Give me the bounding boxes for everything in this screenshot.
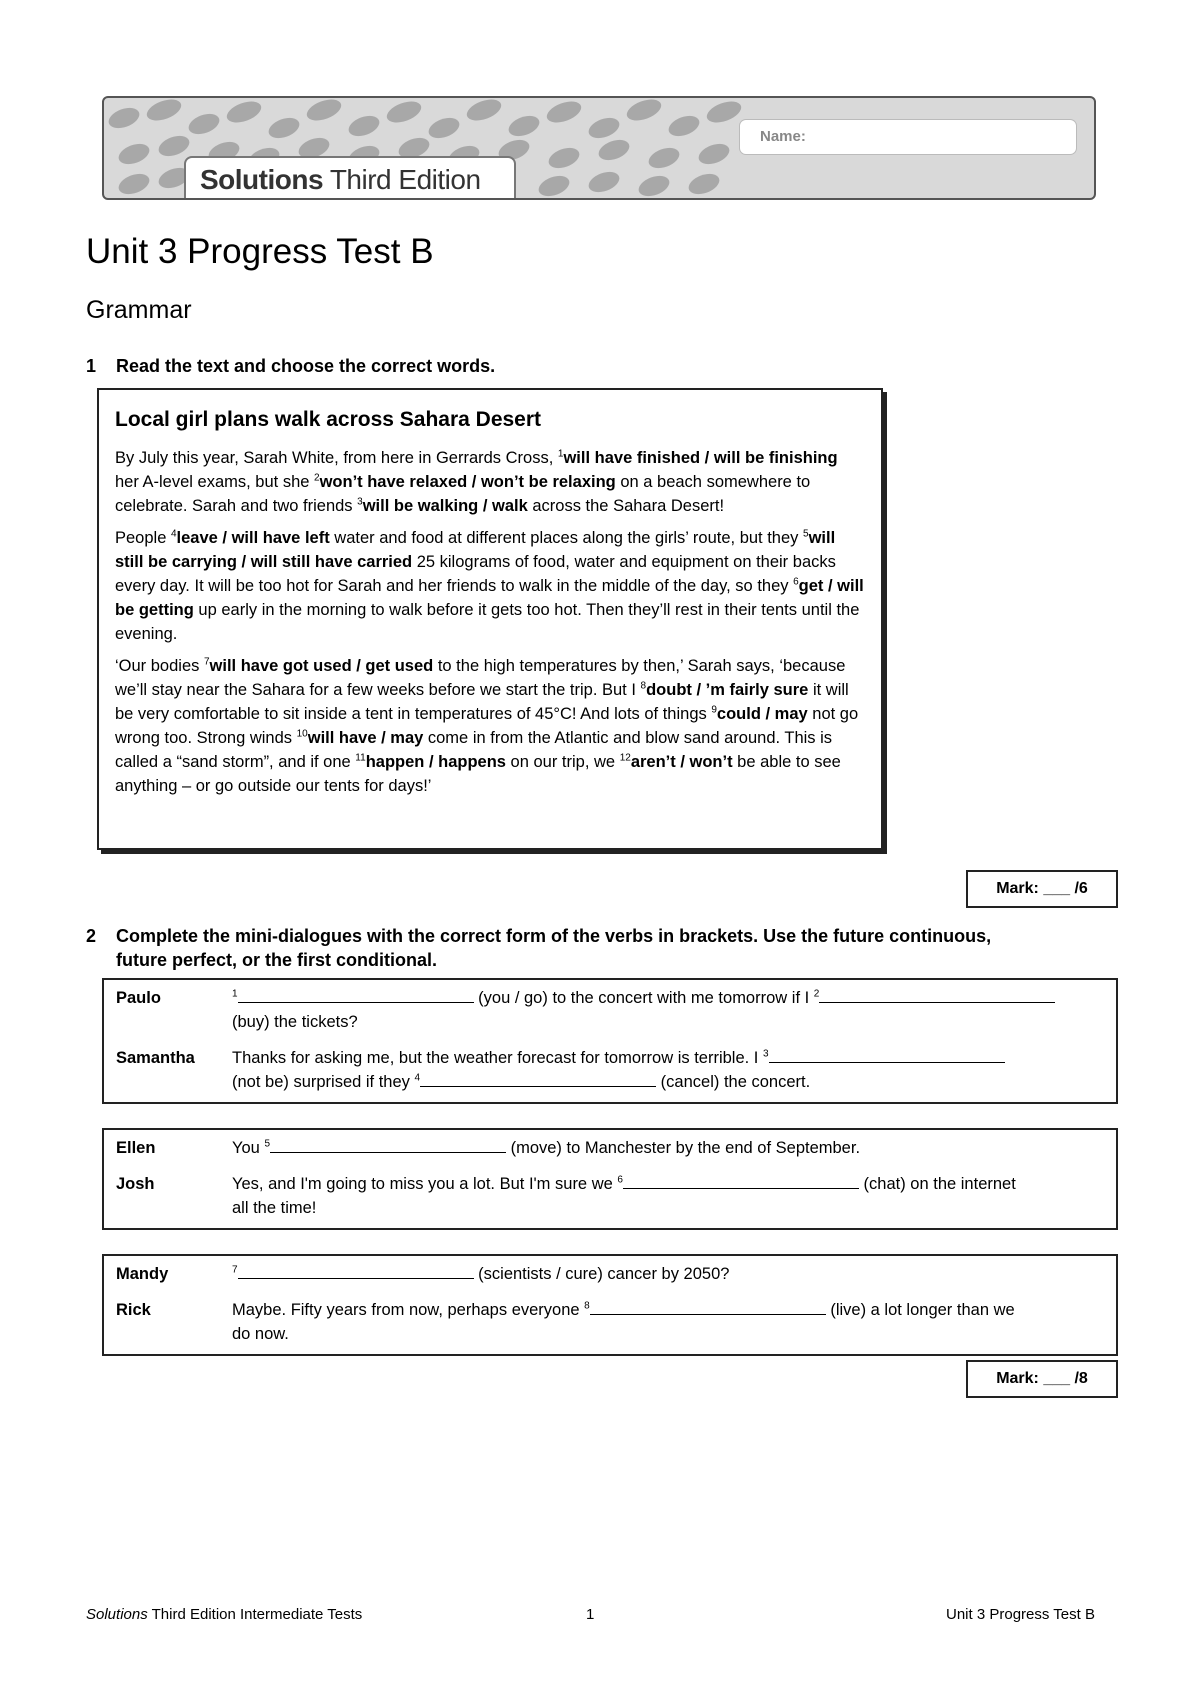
choice-8[interactable]: doubt / ’m fairly sure	[646, 681, 809, 699]
mark-box-1: Mark: ___ /6	[966, 870, 1118, 908]
dialogue-line	[116, 1046, 1106, 1094]
passage-paragraph: ‘Our bodies $^7$will have got used / get used to the high temperatures by then,’ Sarah says, ‘because we’ll stay near the Sahara for a few weeks before we start the trip. But I $^8$doubt / ’m fairly sure it will be very comfortable to sit inside a tent in temperatures of 45°C! And lots of things $^9$could / may not go wrong too. Strong winds $^{10}$will have / may come in from the Atlantic and blow sand around. This is called a “sand storm”, and if one $^{11}$happen / happens on our trip, we $^{12}$aren’t / won’t be able to see anything – or go outside our tents for days!’	[115, 656, 859, 795]
speaker-name: Paulo	[116, 989, 161, 1007]
answer-blank-4[interactable]	[420, 1070, 656, 1087]
dialogue-text: $^1$ (you / go) to the concert with me tomorrow if I $^2$ (buy) the tickets?	[232, 986, 1106, 1034]
choice-10[interactable]: will have / may	[307, 729, 424, 747]
dialogue-fragment: (move) to Manchester by the end of September.	[510, 1139, 861, 1157]
choice-5[interactable]: will still be carrying / will still have carried	[115, 529, 836, 571]
dialogue-line	[116, 1298, 1106, 1346]
choice-4[interactable]: leave / will have left	[176, 529, 330, 547]
passage-title: Local girl plans walk across Sahara Desert	[115, 408, 542, 431]
answer-blank-8[interactable]	[590, 1298, 826, 1315]
dialogue-2	[102, 1128, 1118, 1230]
dialogue-text: Yes, and I'm going to miss you a lot. But I'm sure we $^6$ (chat) on the internet all the time!	[232, 1172, 1106, 1220]
speaker-name: Ellen	[116, 1139, 156, 1157]
dialogue-line	[116, 1262, 1106, 1286]
footer-left	[86, 1606, 362, 1623]
choice-12[interactable]: aren’t / won’t	[630, 753, 733, 771]
choice-3[interactable]: will be walking / walk	[362, 497, 528, 515]
dialogue-fragment: (not be) surprised if they	[232, 1073, 410, 1091]
exercise-1-number: 1	[86, 356, 97, 376]
dialogue-fragment: (scientists / cure) cancer by 2050?	[478, 1265, 730, 1283]
passage-paragraph: By July this year, Sarah White, from here in Gerrards Cross, $^1$will have finished / will be finishing her A-level exams, but she $^2$won’t have relaxed / won’t be relaxing on a beach somewhere to celebrate. Sarah and two friends $^3$will be walking / walk across the Sahara Desert!	[115, 448, 838, 515]
dialogue-text: Thanks for asking me, but the weather forecast for tomorrow is terrible. I $^3$ (not be) surprised if they $^4$ (cancel) the concert.	[232, 1046, 1106, 1094]
footer-right: Unit 3 Progress Test B	[946, 1606, 1095, 1623]
exercise-2-instruction	[86, 924, 1126, 972]
exercise-2-text-line1: Complete the mini-dialogues with the correct form of the verbs in brackets. Use the future continuous,	[116, 926, 992, 946]
answer-blank-7[interactable]	[238, 1262, 474, 1279]
dialogue-fragment: (chat) on the internet	[863, 1175, 1016, 1193]
dialogue-fragment: Maybe. Fifty years from now, perhaps everyone	[232, 1301, 580, 1319]
choice-7[interactable]: will have got used / get used	[209, 657, 434, 675]
exercise-2-number: 2	[86, 926, 97, 946]
answer-blank-1[interactable]	[238, 986, 474, 1003]
brand-name: Solutions	[200, 164, 324, 195]
brand-logo	[200, 164, 481, 196]
dialogue-fragment: all the time!	[232, 1199, 317, 1217]
dialogue-3	[102, 1254, 1118, 1356]
name-field[interactable]	[740, 120, 1076, 154]
choice-1[interactable]: will have finished / will be finishing	[563, 449, 838, 467]
dialogue-fragment: (cancel) the concert.	[660, 1073, 811, 1091]
choice-6[interactable]: get / will be getting	[115, 577, 864, 619]
choice-2[interactable]: won’t have relaxed / won’t be relaxing	[319, 473, 616, 491]
answer-blank-5[interactable]	[270, 1136, 506, 1153]
dialogue-text: You $^5$ (move) to Manchester by the end of September.	[232, 1136, 1106, 1160]
brand-suffix: Third Edition	[329, 164, 481, 195]
choice-9[interactable]: could / may	[716, 705, 808, 723]
reading-passage	[97, 388, 883, 850]
dialogue-1	[102, 978, 1118, 1104]
dialogue-line	[116, 1136, 1106, 1160]
dialogue-text: Maybe. Fifty years from now, perhaps everyone $^8$ (live) a lot longer than we do now.	[232, 1298, 1106, 1346]
speaker-name: Samantha	[116, 1049, 195, 1067]
dialogue-fragment: (you / go) to the concert with me tomorrow if I	[478, 989, 810, 1007]
exercise-1-text: Read the text and choose the correct words.	[116, 356, 496, 376]
answer-blank-3[interactable]	[769, 1046, 1005, 1063]
dialogue-line	[116, 986, 1106, 1034]
dialogue-line	[116, 1172, 1106, 1220]
dialogue-fragment: You	[232, 1139, 260, 1157]
mark-box-2: Mark: ___ /8	[966, 1360, 1118, 1398]
speaker-name: Rick	[116, 1301, 151, 1319]
answer-blank-6[interactable]	[623, 1172, 859, 1189]
page-number: 1	[586, 1606, 595, 1623]
section-title: Grammar	[86, 296, 192, 324]
dialogue-fragment: (live) a lot longer than we	[830, 1301, 1015, 1319]
footer-edition: Third Edition Intermediate Tests	[151, 1606, 363, 1623]
dialogue-text: $^7$ (scientists / cure) cancer by 2050?	[232, 1262, 1106, 1286]
answer-blank-2[interactable]	[819, 986, 1055, 1003]
exercise-2-text-line2: future perfect, or the first conditional.	[116, 950, 438, 970]
footer-brand: Solutions	[86, 1606, 148, 1623]
name-label: Name:	[760, 128, 806, 145]
speaker-name: Josh	[116, 1175, 155, 1193]
passage-paragraph: People $^4$leave / will have left water and food at different places along the girls’ route, but they $^5$will still be carrying / will still have carried 25 kilograms of food, water and equipment on their backs every day. It will be too hot for Sarah and her friends to walk in the middle of the day, so they $^6$get / will be getting up early in the morning to walk before it gets too hot. Then they’ll rest in their tents until the evening.	[115, 528, 864, 643]
dialogue-fragment: (buy) the tickets?	[232, 1013, 358, 1031]
header-banner	[102, 96, 1096, 200]
page-title: Unit 3 Progress Test B	[86, 232, 434, 271]
dialogue-fragment: do now.	[232, 1325, 289, 1343]
logo-tab	[184, 156, 516, 200]
choice-11[interactable]: happen / happens	[365, 753, 506, 771]
exercise-1-instruction	[86, 356, 495, 377]
dialogue-fragment: Yes, and I'm going to miss you a lot. But I'm sure we	[232, 1175, 613, 1193]
speaker-name: Mandy	[116, 1265, 169, 1283]
dialogue-fragment: Thanks for asking me, but the weather forecast for tomorrow is terrible. I	[232, 1049, 759, 1067]
